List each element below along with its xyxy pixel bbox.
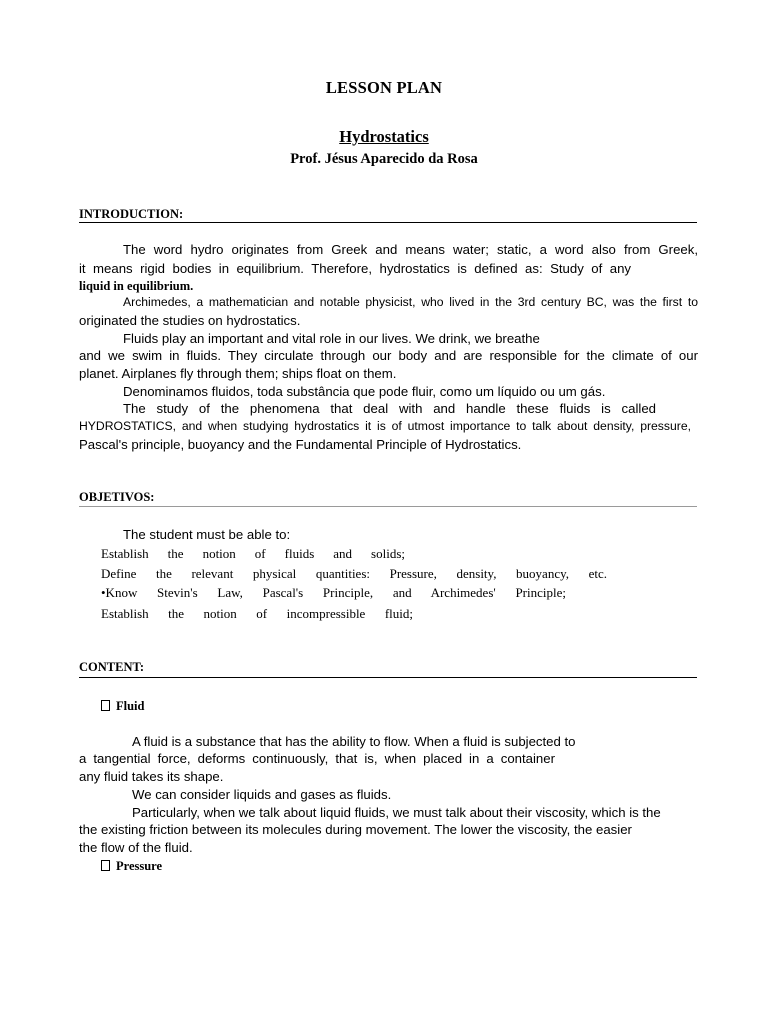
pressure-heading-text: Pressure	[116, 859, 163, 873]
checkbox-bullet-icon	[101, 860, 110, 871]
intro-line-9: Denominamos fluidos, toda substância que pode fluir, como um líquido ou um gás.	[123, 384, 606, 399]
objectives-intro: The student must be able to:	[123, 527, 291, 542]
intro-line-10: The study of the phenomena that deal with and handle these fluids is called	[123, 401, 656, 416]
fluid-line-1: A fluid is a substance that has the ability to flow. When a fluid is subjected to	[132, 734, 576, 749]
intro-line-3: liquid in equilibrium.	[79, 279, 194, 293]
fluid-line-7: the flow of the fluid.	[79, 840, 193, 855]
intro-line-4: Archimedes, a mathematician and notable physicist, who lived in the 3rd century BC, was the first to	[123, 295, 698, 309]
objectives-heading: OBJETIVOS:	[79, 490, 155, 504]
content-rule	[79, 677, 697, 678]
intro-line-8: planet. Airplanes fly through them; ships float on them.	[79, 366, 397, 381]
fluid-line-3: any fluid takes its shape.	[79, 769, 224, 784]
fluid-line-6: the existing friction between its molecules during movement. The lower the viscosity, the easier	[79, 822, 632, 837]
objective-item-3: •Know Stevin's Law, Pascal's Principle, and Archimedes' Principle;	[101, 585, 566, 600]
fluid-line-5: Particularly, when we talk about liquid fluids, we must talk about their viscosity, which is the	[132, 805, 661, 820]
objectives-rule	[79, 506, 697, 507]
author-name: Prof. Jésus Aparecido da Rosa	[290, 151, 478, 167]
document-title: LESSON PLAN	[325, 78, 443, 97]
checkbox-bullet-icon	[101, 700, 110, 711]
intro-line-11: HYDROSTATICS, and when studying hydrostatics it is of utmost importance to talk about density, pressure,	[79, 419, 691, 433]
intro-line-1: The word hydro originates from Greek and means water; static, a word also from Greek,	[123, 242, 698, 257]
subtitle-text: Hydrostatics	[339, 127, 429, 146]
intro-line-7: and we swim in fluids. They circulate through our body and are responsible for the climate of our	[79, 348, 698, 363]
fluid-line-2: a tangential force, deforms continuously, that is, when placed in a container	[79, 751, 555, 766]
objective-item-2: Define the relevant physical quantities: Pressure, density, buoyancy, etc.	[101, 566, 607, 581]
introduction-heading: INTRODUCTION:	[79, 207, 184, 221]
intro-line-6: Fluids play an important and vital role in our lives. We drink, we breathe	[123, 331, 540, 346]
fluid-heading-text: Fluid	[116, 699, 145, 713]
intro-line-2: it means rigid bodies in equilibrium. Therefore, hydrostatics is defined as: Study of any	[79, 261, 631, 276]
intro-line-12: Pascal's principle, buoyancy and the Fundamental Principle of Hydrostatics.	[79, 437, 522, 452]
content-heading: CONTENT:	[79, 660, 145, 674]
pressure-section-heading	[101, 859, 162, 874]
fluid-line-4: We can consider liquids and gases as fluids.	[132, 787, 392, 802]
objective-item-4: Establish the notion of incompressible fluid;	[101, 606, 413, 621]
fluid-section-heading	[101, 699, 145, 714]
intro-line-5: originated the studies on hydrostatics.	[79, 313, 301, 328]
document-subtitle	[0, 127, 768, 147]
objective-item-1: Establish the notion of fluids and solids;	[101, 546, 405, 561]
introduction-rule	[79, 222, 697, 223]
